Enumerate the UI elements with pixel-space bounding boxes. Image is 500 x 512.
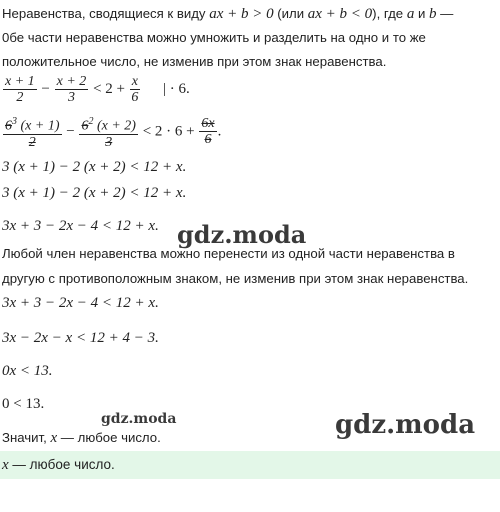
intro-paragraph-line-1 — [2, 6, 453, 22]
equation-fractions: $\frac{x + 1}{2}$ − $\frac{x + 2}{3}$ < 2 + $\frac{x}{6}$ | · 6. — [5, 74, 190, 105]
equation-step-5: 3x + 3 − 2x − 4 < 12 + x. — [2, 218, 159, 234]
fraction-cancelled: $\frac{6^3 (x + 1)}{2}$ — [5, 116, 60, 150]
equation-step-7: 3x − 2x − x < 12 + 4 − 3. — [2, 330, 159, 346]
watermark: gdz.moda — [101, 411, 177, 427]
var-x: x — [50, 430, 58, 446]
equation-cancellation: $\frac{6^3 (x + 1)}{2}$ − $\frac{6^2 (x + 2)}{3}$ < 2 · 6 + $\frac{6x}{6}$ . — [5, 116, 222, 150]
rule-transfer-line-2: другую с противоположным знаком, не изменив при этом знак неравенства. — [2, 271, 469, 286]
intro-text: ), где — [372, 6, 407, 21]
var-x: x — [2, 457, 9, 473]
intro-text: Неравенства, сводящиеся к виду — [2, 6, 210, 21]
intro-text: и — [414, 6, 430, 21]
answer-text: x — любое число. — [2, 457, 115, 473]
watermark: gdz.moda — [177, 220, 307, 249]
intro-text: (или — [273, 6, 308, 21]
equation-step-4: 3 (x + 1) − 2 (x + 2) < 12 + x. — [2, 185, 187, 201]
equation-step-3: 3 (x + 1) − 2 (x + 2) < 12 + x. — [2, 159, 187, 175]
rule-transfer-line-1: Любой член неравенства можно перенести из одной части неравенства в — [2, 246, 455, 261]
fraction-cancelled: $\frac{6x}{6}$ — [201, 116, 215, 148]
fraction: $\frac{x + 1}{2}$ — [5, 74, 35, 105]
conclusion-text: Значит, x — любое число. — [2, 430, 161, 446]
fraction: $\frac{x + 2}{3}$ — [56, 74, 87, 105]
inequality-less: ax + b < 0 — [307, 6, 373, 22]
var-a: a — [406, 6, 415, 22]
rule-multiply-line-2: положительное число, не изменив при этом знак неравенства. — [2, 54, 387, 69]
inequality-greater: ax + b > 0 — [209, 6, 274, 22]
intro-text: — — [436, 6, 454, 21]
fraction: $\frac{x}{6}$ — [131, 74, 139, 105]
var-b: b — [429, 6, 437, 22]
watermark: gdz.moda — [335, 410, 476, 440]
equation-step-6: 3x + 3 − 2x − 4 < 12 + x. — [2, 295, 159, 311]
equation-step-9: 0 < 13. — [2, 396, 45, 412]
fraction-cancelled: $\frac{6^2 (x + 2)}{3}$ — [81, 116, 136, 150]
equation-step-8: 0x < 13. — [2, 363, 53, 379]
rule-multiply-line-1: 0бе части неравенства можно умножить и разделить на одно и то же — [2, 30, 426, 45]
multiply-by-six-marker: | · 6. — [162, 80, 190, 97]
